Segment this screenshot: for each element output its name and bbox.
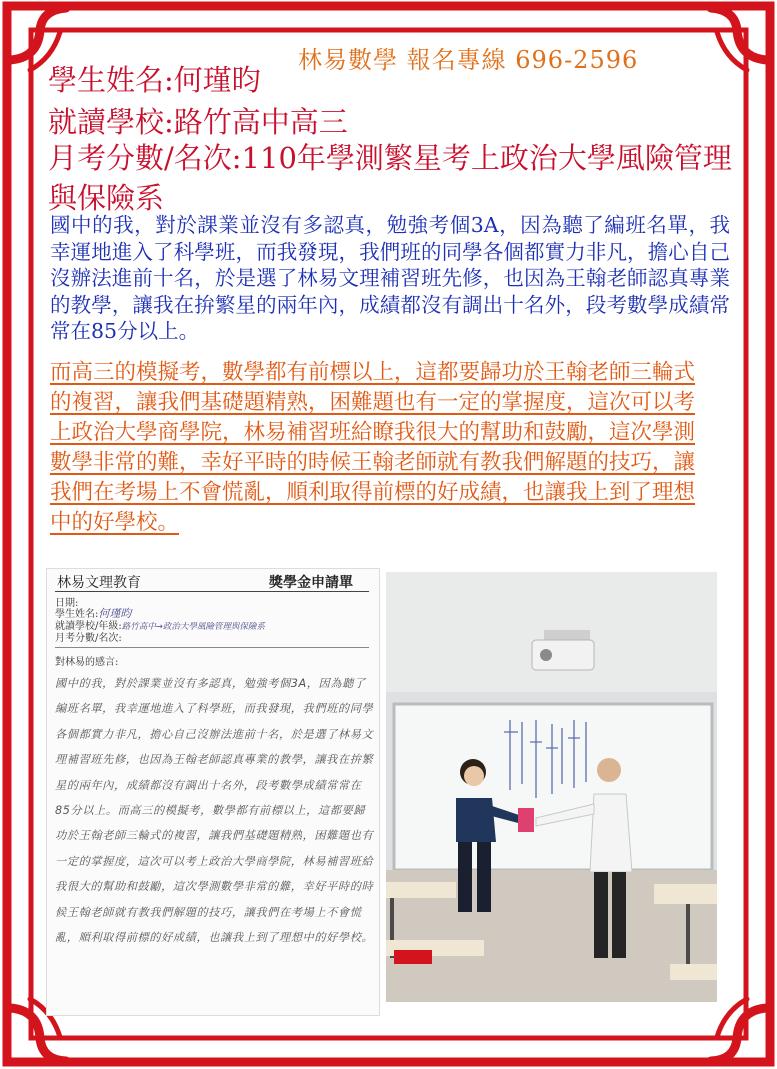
form-date-label: 日期: [55, 598, 79, 609]
form-handwritten-text: 國中的我，對於課業並沒有多認真，勉強考個3A，因為聽了編班名單，我幸運地進入了科學班，而我發現，我們班的同學各個都實力非凡，擔心自己沒辦法進前十名，於是選了林易文理補習班先修，也因為王翰老師認真專業的教學，讓我在拚繁星的兩年內，成績都沒有調出十名外，段考數學成績常常在85分以上。而高三的模擬考，數學都有前標以上，這都要歸功於王翰老師三輪式的複習，讓我們基礎題精熟，困難題也有一定的掌握度，這次可以考上政治大學商學院，林易補習班給我很大的幫助和鼓勵，這次學測數學非常的難，幸好平時的時候王翰老師就有教我們解題的技巧，讓我們在考場上不會慌亂，順利取得前標的好成績，也讓我上到了理想中的好學校。 [55, 677, 374, 945]
enrollment-hotline: 林易數學 報名專線 696-2596 [298, 46, 639, 74]
form-name-value: 何瑾昀 [98, 607, 132, 620]
form-school-value: 路竹高中→政治大學風險管理與保險系 [121, 622, 265, 632]
form-divider [55, 591, 369, 592]
form-section-label: 對林易的感言: [55, 657, 119, 668]
award-ceremony-photo [386, 572, 717, 1002]
form-school-label: 就讀學校/年級: [55, 621, 122, 632]
exam-result: 月考分數/名次:110年學測繁星考上政治大學風險管理與保險系 [48, 141, 732, 215]
form-score-label: 月考分數/名次: [55, 633, 122, 644]
testimonial-paragraph-2: 而高三的模擬考，數學都有前標以上，這都要歸功於王翰老師三輪式的複習，讓我們基礎題精熟，困難題也有一定的掌握度，這次可以考上政治大學商學院，林易補習班給瞭我很大的幫助和鼓勵，這次學測數學非常的難，幸好平時的時候王翰老師就有教我們解題的技巧，讓我們在考場上不會慌亂，順利取得前標的好成績，也讓我上到了理想中的好學校。 [50, 360, 696, 535]
form-divider [55, 647, 369, 648]
form-left-title: 林易文理教育 [57, 575, 141, 591]
form-right-title: 獎學金申請單 [269, 575, 353, 591]
form-name-label: 學生姓名: [55, 609, 99, 620]
student-name: 學生姓名:何瑾昀 [48, 63, 261, 97]
testimonial-paragraph-1: 國中的我，對於課業並沒有多認真，勉強考個3A，因為聽了編班名單，我幸運地進入了科學班，而我發現，我們班的同學各個都實力非凡，擔心自己沒辦法進前十名，於是選了林易文理補習班先修，也因為王翰老師認真專業的教學，讓我在拚繁星的兩年內，成績都沒有調出十名外，段考數學成績常常在85分以上。 [50, 213, 730, 343]
scholarship-form-scan [46, 568, 380, 1016]
school-name: 就讀學校:路竹高中高三 [48, 105, 348, 139]
